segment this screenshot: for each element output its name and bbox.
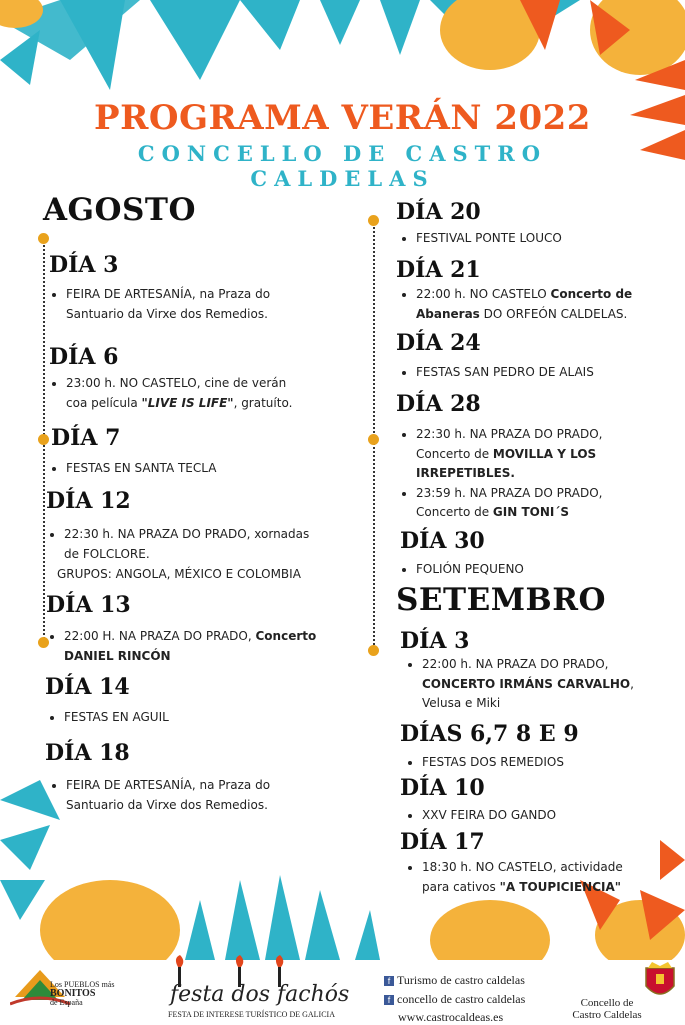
festa-subtitle: FESTA DE INTERESE TURÍSTICO DE GALICIA [168,1010,335,1019]
event-item: • FESTAS EN AGUIL [46,708,346,728]
month-heading-agosto: AGOSTO [43,192,196,228]
day-heading: DÍA 28 [396,391,481,417]
timeline-dot [368,645,379,656]
day-heading: DÍA 10 [400,775,485,801]
day-heading: DÍA 3 [400,628,470,654]
event-item: • XXV FEIRA DO GANDO [404,806,674,826]
day-heading: DÍAS 6,7 8 E 9 [400,721,579,747]
page-subtitle: CONCELLO DE CASTRO CALDELAS [137,141,548,191]
event-item: • FEIRA DE ARTESANÍA, na Praza do Santuario da Virxe dos Remedios. [48,776,348,815]
timeline-dot [38,233,49,244]
day-heading: DÍA 21 [396,257,481,283]
day-heading: DÍA 17 [400,829,485,855]
day-heading: DÍA 14 [45,674,130,700]
day-heading: DÍA 18 [45,740,130,766]
social-link-concello[interactable]: f concello de castro caldelas [384,992,525,1007]
event-item: • 22:30 h. NA PRAZA DO PRADO, xornadas de FOLCLORE. [46,525,346,564]
event-item: • FESTAS EN SANTA TECLA [48,459,348,479]
day-heading: DÍA 6 [49,344,119,370]
event-item: • 23:00 h. NO CASTELO, cine de verán coa película "LIVE IS LIFE", gratuíto. [48,374,348,413]
facebook-icon: f [384,976,394,986]
month-heading-setembro: SETEMBRO [396,582,606,618]
event-item: • 22:00 h. NO CASTELO Concerto de Abaneras DO ORFEÓN CALDELAS. [398,285,678,324]
day-heading: DÍA 24 [396,330,481,356]
event-item: • FEIRA DE ARTESANÍA, na Praza do Santuario da Virxe dos Remedios. [48,285,348,324]
day-heading: DÍA 20 [396,199,481,225]
timeline-dot [368,215,379,226]
day-heading: DÍA 13 [46,592,131,618]
festa-dos-fachos-logo-text: festa dos fachós [170,982,350,1007]
day-heading: DÍA 30 [400,528,485,554]
event-item: • 18:30 h. NO CASTELO, actividade para cativos "A TOUPICIENCIA" [404,858,674,897]
event-item: • 22:30 h. NA PRAZA DO PRADO, Concerto de MOVILLA Y LOS IRREPETIBLES. • 23:59 h. NA PRAZA DO PRADO, Concerto de GIN TONI´S [398,425,678,523]
event-item: • 22:00 H. NA PRAZA DO PRADO, Concerto DANIEL RINCÓN [46,627,366,666]
concello-name: Concello de Castro Caldelas [572,997,642,1021]
timeline-dot [368,434,379,445]
event-note: GRUPOS: ANGOLA, MÉXICO E COLOMBIA [57,567,301,581]
day-heading: DÍA 3 [49,252,119,278]
coat-of-arms-icon [642,962,678,1002]
event-item: • 22:00 h. NA PRAZA DO PRADO, CONCERTO IRMÁNS CARVALHO, Velusa e Miki [404,655,674,714]
facebook-icon: f [384,995,394,1005]
social-link-turismo[interactable]: f Turismo de castro caldelas [384,973,525,988]
event-item: • FESTAS DOS REMEDIOS [404,753,674,773]
timeline-dot [38,434,49,445]
page-title: PROGRAMA VERÁN 2022 [94,98,591,138]
pueblos-bonitos-text: Los PUEBLOS más BONITOS de España [50,980,115,1007]
website-link[interactable]: www.castrocaldeas.es [398,1010,504,1024]
event-item: • FESTAS SAN PEDRO DE ALAIS [398,363,668,383]
event-item: • FOLIÓN PEQUENO [398,560,668,580]
day-heading: DÍA 12 [46,488,131,514]
top-leaf-decoration [0,0,685,100]
day-heading: DÍA 7 [51,425,121,451]
event-item: • FESTIVAL PONTE LOUCO [398,229,668,249]
